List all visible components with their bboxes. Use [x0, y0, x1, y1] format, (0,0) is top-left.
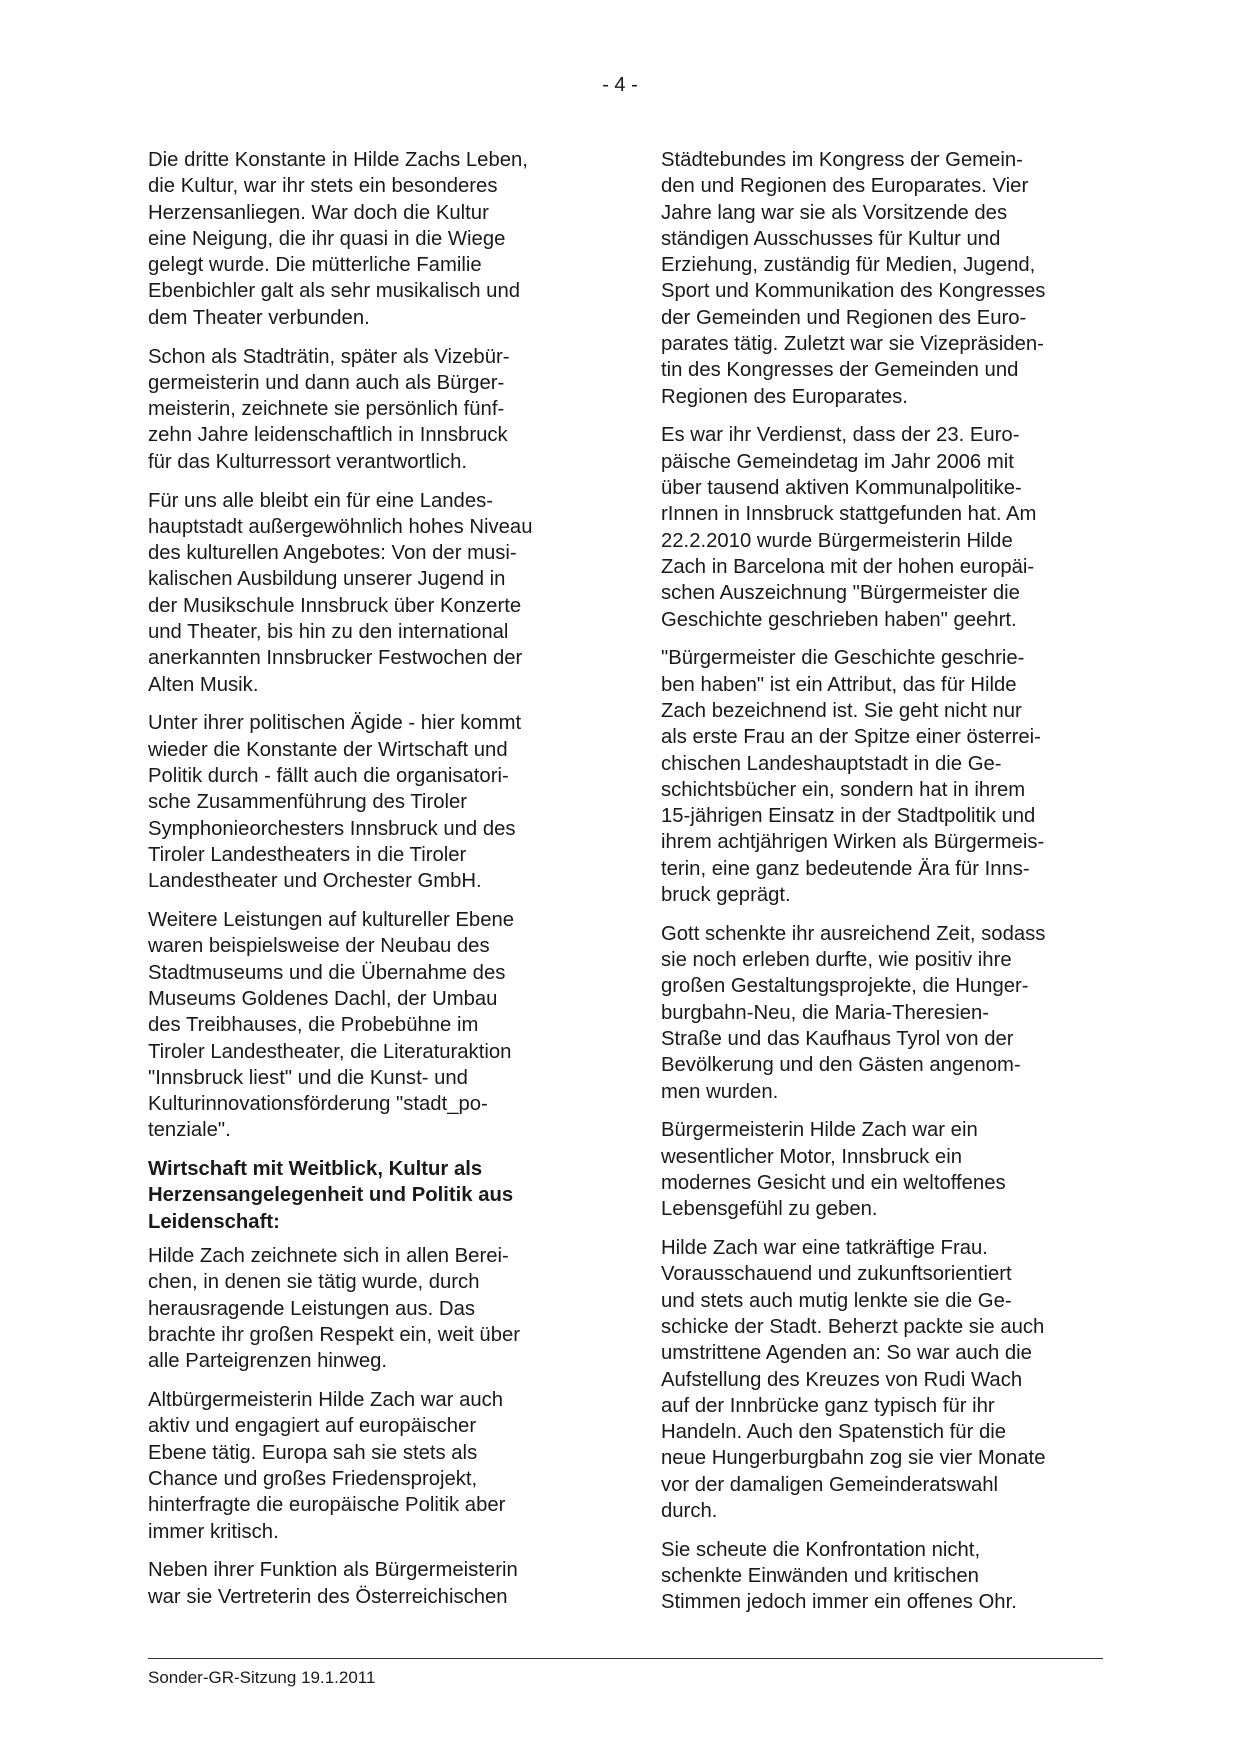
paragraph — [661, 1117, 1101, 1222]
text-line: Ebene tätig. Europa sah sie stets als — [148, 1441, 478, 1464]
text-line: des Treibhauses, die Probebühne im — [148, 1014, 479, 1037]
text-line: zehn Jahre leidenschaftlich in Innsbruck — [148, 424, 508, 447]
text-line: germeisterin und dann auch als Bürger- — [148, 371, 505, 394]
text-line: aktiv und engagiert auf europäischer — [148, 1415, 477, 1438]
text-line: waren beispielsweise der Neubau des — [148, 935, 490, 958]
text-line: Hilde Zach zeichnete sich in allen Berei- — [148, 1245, 509, 1268]
text-line: war sie Vertreterin des Österreichischen — [148, 1585, 508, 1608]
text-line: Erziehung, zuständig für Medien, Jugend, — [661, 254, 1036, 277]
footer-text: Sonder-GR-Sitzung 19.1.2011 — [148, 1668, 376, 1687]
text-line: umstrittene Agenden an: So war auch die — [661, 1342, 1032, 1365]
text-line: Bevölkerung und den Gästen angenom- — [661, 1054, 1021, 1077]
paragraph — [148, 147, 593, 331]
text-line: rInnen in Innsbruck stattgefunden hat. Am — [661, 503, 1037, 526]
text-line: modernes Gesicht und ein weltoffenes — [661, 1171, 1006, 1194]
text-line: 22.2.2010 wurde Bürgermeisterin Hilde — [661, 529, 1013, 552]
text-line: anerkannten Innsbrucker Festwochen der — [148, 647, 523, 670]
paragraph — [148, 1243, 593, 1374]
paragraph — [148, 1557, 593, 1610]
text-line: Es war ihr Verdienst, dass der 23. Euro- — [661, 424, 1020, 447]
text-line: des kulturellen Angebotes: Von der musi- — [148, 542, 517, 565]
page-number: - 4 - — [602, 74, 638, 96]
text-line: kalischen Ausbildung unserer Jugend in — [148, 568, 506, 591]
text-line: Die dritte Konstante in Hilde Zachs Leben, — [148, 149, 528, 171]
text-line: Städtebundes im Kongress der Gemein- — [661, 149, 1023, 171]
paragraph — [661, 147, 1101, 410]
right-column — [661, 147, 1101, 1628]
text-line: Symphonieorchesters Innsbruck und des — [148, 817, 516, 840]
text-line: meisterin, zeichnete sie persönlich fünf- — [148, 398, 505, 421]
paragraph — [148, 488, 593, 698]
text-line: ihrem achtjährigen Wirken als Bürgermeis- — [661, 831, 1045, 854]
text-line: herausragende Leistungen aus. Das — [148, 1297, 475, 1320]
text-line: den und Regionen des Europarates. Vier — [661, 175, 1029, 198]
text-line: Museums Goldenes Dachl, der Umbau — [148, 987, 498, 1010]
text-line: Landestheater und Orchester GmbH. — [148, 870, 482, 893]
paragraph — [148, 710, 593, 894]
text-line: terin, eine ganz bedeutende Ära für Inns- — [661, 857, 1030, 880]
text-line: 15-jährigen Einsatz in der Stadtpolitik und — [661, 805, 1036, 828]
text-line: Tiroler Landestheater, die Literaturaktion — [148, 1040, 512, 1063]
text-line: chischen Landeshauptstadt in die Ge- — [661, 752, 1002, 775]
text-line: gelegt wurde. Die mütterliche Familie — [148, 254, 482, 277]
text-line: Kulturinnovationsförderung "stadt_po- — [148, 1093, 488, 1116]
text-line: tin des Kongresses der Gemeinden und — [661, 359, 1019, 382]
text-line: hauptstadt außergewöhnlich hohes Niveau — [148, 515, 533, 538]
text-line: päische Gemeindetag im Jahr 2006 mit — [661, 450, 1014, 473]
text-line: als erste Frau an der Spitze einer österrei- — [661, 726, 1041, 749]
text-line: alle Parteigrenzen hinweg. — [148, 1350, 388, 1373]
text-line: ben haben" ist ein Attribut, das für Hilde — [661, 673, 1017, 696]
text-line: wieder die Konstante der Wirtschaft und — [148, 738, 508, 761]
text-line: Lebensgefühl zu geben. — [661, 1198, 878, 1221]
text-line: Hilde Zach war eine tatkräftige Frau. — [661, 1237, 988, 1260]
text-line: Neben ihrer Funktion als Bürgermeisterin — [148, 1559, 518, 1582]
text-line: über tausend aktiven Kommunalpolitike- — [661, 477, 1022, 500]
paragraph — [661, 645, 1101, 908]
text-line: und stets auch mutig lenkte sie die Ge- — [661, 1289, 1012, 1312]
text-line: Tiroler Landestheaters in die Tiroler — [148, 843, 467, 866]
text-line: Straße und das Kaufhaus Tyrol von der — [661, 1028, 1014, 1050]
text-line: Alten Musik. — [148, 673, 259, 696]
paragraph — [661, 1235, 1101, 1524]
footer-divider — [148, 1658, 1103, 1659]
text-line: immer kritisch. — [148, 1520, 279, 1543]
text-line: Regionen des Europarates. — [661, 385, 908, 408]
paragraph — [661, 422, 1101, 632]
text-line: parates tätig. Zuletzt war sie Vizepräsiden- — [661, 333, 1044, 356]
text-line: auf der Innbrücke ganz typisch für ihr — [661, 1394, 995, 1417]
text-line: wesentlicher Motor, Innsbruck ein — [661, 1145, 962, 1168]
text-line: und Theater, bis hin zu den international — [148, 621, 509, 644]
text-line: ständigen Ausschusses für Kultur und — [661, 227, 1001, 250]
text-line: Vorausschauend und zukunftsorientiert — [661, 1263, 1012, 1286]
text-line: Schon als Stadträtin, später als Vizebür- — [148, 345, 510, 368]
text-line: Altbürgermeisterin Hilde Zach war auch — [148, 1389, 504, 1412]
text-line: Bürgermeisterin Hilde Zach war ein — [661, 1119, 978, 1142]
text-line: eine Neigung, die ihr quasi in die Wiege — [148, 227, 506, 250]
text-line: Aufstellung des Kreuzes von Rudi Wach — [661, 1368, 1023, 1391]
text-line: Sport und Kommunikation des Kongresses — [661, 280, 1046, 303]
paragraph — [148, 344, 593, 475]
text-line: brachte ihr großen Respekt ein, weit über — [148, 1323, 521, 1346]
paragraph — [661, 1537, 1101, 1616]
text-line: Politik durch - fällt auch die organisatori- — [148, 765, 509, 788]
text-line: Chance und großes Friedensprojekt, — [148, 1467, 478, 1490]
text-line: Herzensanliegen. War doch die Kultur — [148, 201, 489, 224]
text-line: Gott schenkte ihr ausreichend Zeit, sodass — [661, 922, 1046, 945]
text-line: schichtsbücher ein, sondern hat in ihrem — [661, 778, 1026, 801]
text-line: sie noch erleben durfte, wie positiv ihre — [661, 949, 1012, 972]
text-line: die Kultur, war ihr stets ein besonderes — [148, 175, 498, 198]
text-line: Stadtmuseums und die Übernahme des — [148, 961, 506, 984]
text-line: sche Zusammenführung des Tiroler — [148, 791, 468, 814]
paragraph — [148, 1387, 593, 1545]
text-line: schicke der Stadt. Beherzt packte sie auch — [661, 1315, 1045, 1338]
text-line: schen Auszeichnung "Bürgermeister die — [661, 582, 1020, 605]
text-line: tenziale". — [148, 1119, 231, 1142]
paragraph — [661, 921, 1101, 1105]
text-line: Herzensangelegenheit und Politik aus — [148, 1184, 514, 1207]
text-line: Weitere Leistungen auf kultureller Ebene — [148, 909, 515, 932]
text-line: neue Hungerburgbahn zog sie vier Monate — [661, 1447, 1046, 1470]
text-line: Stimmen jedoch immer ein offenes Ohr. — [661, 1591, 1017, 1614]
text-line: der Gemeinden und Regionen des Euro- — [661, 306, 1027, 329]
text-line: Wirtschaft mit Weitblick, Kultur als — [148, 1158, 483, 1181]
text-line: Sie scheute die Konfrontation nicht, — [661, 1538, 981, 1561]
text-line: schenkte Einwänden und kritischen — [661, 1565, 979, 1588]
text-line: Für uns alle bleibt ein für eine Landes- — [148, 489, 493, 512]
section-heading — [148, 1156, 593, 1235]
text-line: hinterfragte die europäische Politik aber — [148, 1494, 506, 1517]
text-line: großen Gestaltungsprojekte, die Hunger- — [661, 975, 1029, 998]
text-line: für das Kulturressort verantwortlich. — [148, 450, 467, 473]
text-line: der Musikschule Innsbruck über Konzerte — [148, 594, 522, 617]
text-line: bruck geprägt. — [661, 884, 791, 907]
text-line: men wurden. — [661, 1080, 779, 1103]
text-line: Unter ihrer politischen Ägide - hier kommt — [148, 712, 522, 735]
text-line: "Innsbruck liest" und die Kunst- und — [148, 1066, 468, 1089]
text-line: durch. — [661, 1500, 718, 1523]
text-line: burgbahn-Neu, die Maria-Theresien- — [661, 1001, 990, 1024]
text-line: Geschichte geschrieben haben" geehrt. — [661, 608, 1017, 631]
text-line: "Bürgermeister die Geschichte geschrie- — [661, 647, 1025, 670]
text-line: dem Theater verbunden. — [148, 306, 370, 329]
text-line: Leidenschaft: — [148, 1210, 280, 1233]
text-line: Zach in Barcelona mit der hohen europäi- — [661, 555, 1035, 578]
text-line: vor der damaligen Gemeinderatswahl — [661, 1473, 999, 1496]
text-line: Handeln. Auch den Spatenstich für die — [661, 1421, 1007, 1444]
text-line: Jahre lang war sie als Vorsitzende des — [661, 201, 1008, 224]
paragraph — [148, 907, 593, 1144]
text-line: chen, in denen sie tätig wurde, durch — [148, 1271, 480, 1294]
left-column — [148, 147, 593, 1622]
text-line: Zach bezeichnend ist. Sie geht nicht nur — [661, 699, 1022, 722]
text-line: Ebenbichler galt als sehr musikalisch und — [148, 280, 521, 303]
